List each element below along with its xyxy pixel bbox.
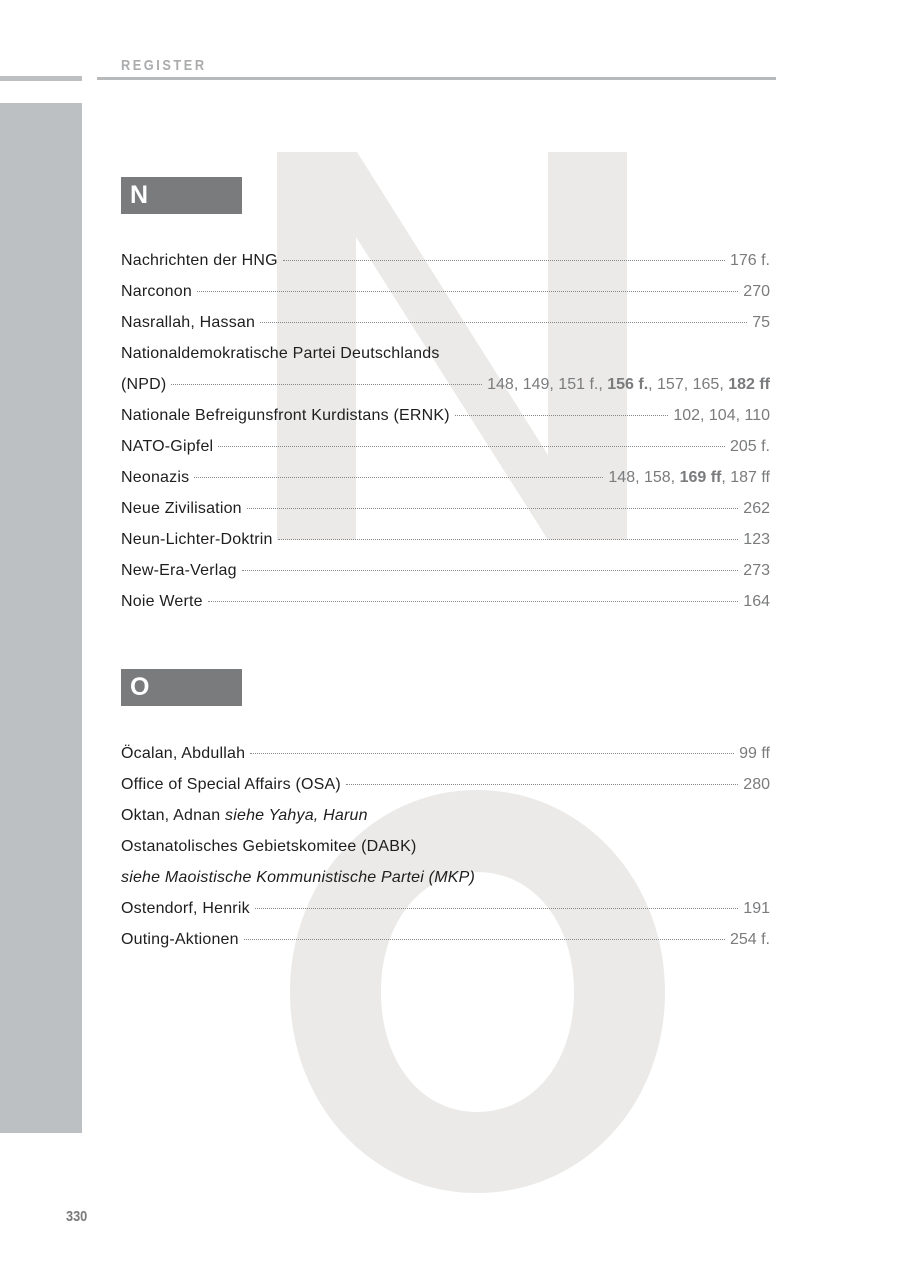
page-reference: , 157, 165, (648, 376, 729, 393)
index-entry (121, 276, 770, 307)
entry-term (121, 431, 213, 462)
dot-leader (247, 508, 739, 509)
index-entry (121, 369, 770, 400)
page-references (487, 369, 770, 400)
page-references (730, 924, 770, 955)
cross-reference: siehe Yahya, Harun (225, 807, 368, 824)
dot-leader (244, 939, 725, 940)
page-references (743, 555, 770, 586)
page-reference: 254 f. (729, 931, 770, 948)
index-section-n (121, 245, 770, 617)
page-references (673, 400, 770, 431)
page-reference: 191 (743, 900, 770, 917)
running-head: REGISTER (121, 57, 207, 74)
dot-leader (455, 415, 669, 416)
entry-term (121, 893, 250, 924)
page-reference: 148, 158, (608, 469, 680, 486)
dot-leader (346, 784, 738, 785)
page-references (752, 307, 770, 338)
entry-term (121, 245, 278, 276)
term-text: Nasrallah, Hassan (121, 314, 256, 331)
page-references (743, 524, 770, 555)
term-text: Noie Werte (121, 593, 203, 610)
page-reference: 123 (743, 531, 770, 548)
dot-leader (171, 384, 482, 385)
index-entry (121, 493, 770, 524)
term-text: Office of Special Affairs (OSA) (121, 776, 341, 793)
main-page-reference: 169 ff (679, 469, 722, 486)
dot-leader (218, 446, 725, 447)
dot-leader (197, 291, 738, 292)
entry-term (121, 862, 475, 893)
main-page-reference: 156 f. (607, 376, 649, 393)
term-text: Neue Zivilisation (121, 500, 242, 517)
page-references (743, 493, 770, 524)
header-rule (97, 77, 776, 80)
term-text: NATO-Gipfel (121, 438, 214, 455)
dot-leader (283, 260, 725, 261)
entry-term (121, 800, 368, 831)
entry-term (121, 831, 417, 862)
term-text: Nationale Befreigunsfront Kurdistans (ERNK) (121, 407, 450, 424)
entry-term (121, 555, 237, 586)
dot-leader (250, 753, 734, 754)
page-references (608, 462, 770, 493)
page-reference: 164 (743, 593, 770, 610)
term-text: Neonazis (121, 469, 190, 486)
page-reference: 102, 104, 110 (673, 407, 770, 424)
page-reference: 273 (743, 562, 770, 579)
page-references (743, 586, 770, 617)
cross-reference: siehe Maoistische Kommunistische Partei (MKP) (121, 869, 476, 886)
entry-term (121, 924, 239, 955)
dot-leader (255, 908, 739, 909)
header-rule-left (0, 76, 82, 81)
entry-term (121, 738, 245, 769)
page-reference: 205 f. (729, 438, 770, 455)
page-reference: , 187 ff (721, 469, 770, 486)
term-text: (NPD) (121, 376, 167, 393)
index-entry (121, 800, 770, 831)
index-entry (121, 862, 770, 893)
dot-leader (260, 322, 747, 323)
page-reference: 262 (743, 500, 770, 517)
index-entry (121, 400, 770, 431)
term-text: Oktan, Adnan (121, 807, 226, 824)
dot-leader (278, 539, 739, 540)
term-text: New-Era-Verlag (121, 562, 237, 579)
entry-term (121, 369, 166, 400)
entry-term (121, 586, 203, 617)
page-references (743, 769, 770, 800)
entry-term (121, 462, 189, 493)
index-section-o (121, 738, 770, 955)
page-references (739, 738, 770, 769)
index-entry (121, 769, 770, 800)
index-entry (121, 524, 770, 555)
page-reference: 99 ff (739, 745, 770, 762)
index-entry (121, 831, 770, 862)
term-text: Neun-Lichter-Doktrin (121, 531, 273, 548)
dot-leader (242, 570, 739, 571)
entry-term (121, 524, 273, 555)
index-entry (121, 924, 770, 955)
index-entry (121, 893, 770, 924)
entry-term (121, 493, 242, 524)
index-entry (121, 307, 770, 338)
page-reference: 280 (743, 776, 770, 793)
page-references (730, 431, 770, 462)
dot-leader (208, 601, 739, 602)
index-entry (121, 462, 770, 493)
page-references (743, 276, 770, 307)
main-page-reference: 182 ff (728, 376, 770, 393)
index-entry (121, 245, 770, 276)
term-text: Outing-Aktionen (121, 931, 239, 948)
index-entry (121, 738, 770, 769)
index-entry (121, 555, 770, 586)
dot-leader (194, 477, 603, 478)
page-reference: 75 (752, 314, 770, 331)
entry-term (121, 769, 341, 800)
term-text: Ostendorf, Henrik (121, 900, 250, 917)
entry-term (121, 307, 255, 338)
index-entry (121, 431, 770, 462)
page-reference: 270 (743, 283, 770, 300)
entry-term (121, 276, 192, 307)
term-text: Ostanatolisches Gebietskomitee (DABK) (121, 838, 417, 855)
term-text: Narconon (121, 283, 192, 300)
page-number: 330 (66, 1208, 88, 1225)
entry-term (121, 400, 450, 431)
index-entry (121, 586, 770, 617)
page-reference: 176 f. (729, 252, 770, 269)
index-entry (121, 338, 770, 369)
section-letter-o: O (121, 669, 242, 706)
term-text: Nachrichten der HNG (121, 252, 278, 269)
term-text: Nationaldemokratische Partei Deutschlands (121, 345, 440, 362)
page-reference: 148, 149, 151 f., (487, 376, 608, 393)
entry-term (121, 338, 440, 369)
page-references (743, 893, 770, 924)
page-references (730, 245, 770, 276)
sidebar-bar (0, 103, 82, 1133)
section-letter-n: N (121, 177, 242, 214)
term-text: Öcalan, Abdullah (121, 745, 246, 762)
